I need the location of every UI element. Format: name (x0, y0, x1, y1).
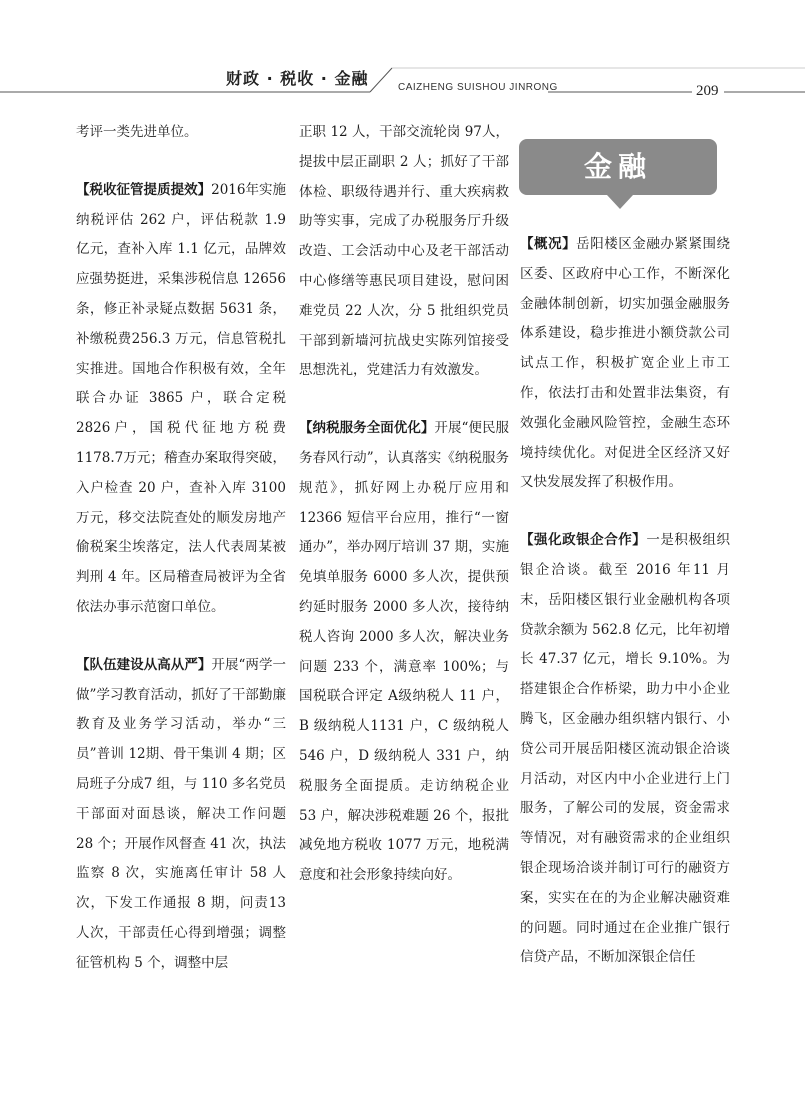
paragraph: 考评一类先进单位。 (76, 124, 198, 140)
page-header (0, 0, 805, 110)
section-heading: 【强化政银企合作】 (520, 532, 647, 549)
section-body: 岳阳楼区金融办紧紧围绕区委、区政府中心工作，不断深化金融体制创新，切实加强金融服务体系建设，稳步推进小额贷款公司试点工作，积极扩宽企业上市工作，依法打击和处置非法集资，有效强化金融风险管控，金融生态环境持续优化。对促进全区经济又好又快发展发挥了积极作用。 (520, 236, 731, 491)
badge-pointer (607, 195, 633, 209)
column-3 (520, 230, 730, 973)
section-body: 一是积极组织银企洽谈。截至 2016 年11 月末，岳阳楼区银行业金融机构各项贷款余额为 562.8 亿元，比年初增长 47.37 亿元，增长 9.10%。为搭建银企合作桥梁，助力中小企业腾飞，区金融办组织辖内银行、小贷公司开展岳阳楼区流动银企洽谈月活动，对区内中小企业进行上门服务，了解公司的发展，资金需求等情况，对有融资需求的企业组织银企现场洽谈并制订可行的融资方案，实实在在的为企业解决融资难的问题。同时通过在企业推广银行信贷产品，不断加深银企信任 (520, 532, 731, 966)
section-body: 开展“两学一做”学习教育活动，抓好了干部勤廉教育及业务学习活动，举办“三员”普训 12期、骨干集训 4 期；区局班子分成7 组，与 110 多名党员干部面对面恳谈，解决工作问题 28 个；开展作风督查 41 次，执法监察 8 次，实施离任审计 58 人次，下发工作通报 8 期，问责13 人次，干部责任心得到增强；调整征管机构 5 个，调整中层 (76, 656, 287, 971)
page-number: 209 (696, 83, 719, 99)
section-heading: 【概况】 (520, 236, 577, 252)
paragraph (520, 526, 730, 973)
paragraph: 正职 12 人，干部交流轮岗 97人，提拔中层正副职 2 人；抓好了干部体检、职级待遇并行、重大疾病救助等实事，完成了办税服务厅升级改造、工会活动中心及老干部活动中心修缮等惠民项目建设，慰问困难党员 22 人次，分 5 批组织党员干部到新墙河抗战史实陈列馆接受思想洗礼，党建活力有效激发。 (299, 124, 509, 379)
column-1 (76, 118, 286, 979)
section-title: 财政 · 税收 · 金融 (226, 69, 369, 88)
paragraph (76, 651, 286, 979)
section-heading: 【纳税服务全面优化】 (299, 420, 435, 437)
section-badge (519, 139, 717, 195)
column-2 (299, 118, 509, 891)
section-title-pinyin: CAIZHENG SUISHOU JINRONG (398, 82, 558, 93)
paragraph (299, 414, 509, 891)
section-body: 开展“便民服务春风行动”，认真落实《纳税服务规范》，抓好网上办税厅应用和 12366 短信平台应用，推行“一窗通办”，举办网厅培训 37 期，实施免填单服务 6000 多人次，提供预约延时服务 2000 多人次，接待纳税人咨询 2000 多人次，解决业务问题 233 个，满意率 100%；与国税联合评定 A级纳税人 11 户，B 级纳税人1131 户，C 级纳税人 546 户，D 级纳税人 331 户，纳税服务全面提质。走访纳税企业 53 户，解决涉税难题 26 个，报批减免地方税收 1077 万元，地税满意度和社会形象持续向好。 (299, 420, 510, 884)
badge-label: 金融 (583, 150, 652, 183)
paragraph (76, 176, 286, 623)
paragraph (520, 230, 730, 498)
section-heading: 【税收征管提质提效】 (76, 181, 212, 198)
section-heading: 【队伍建设从高从严】 (76, 656, 212, 673)
section-body: 2016年实施纳税评估 262 户，评估税款 1.9 亿元，查补入库 1.1 亿元，品牌效应强势挺进，采集涉税信息 12656 条，修正补录疑点数据 5631 条，补缴税费256.3 万元，信息管税扎实推进。国地合作积极有效，全年联合办证 3865 户，联合定税 2826户，国税代征地方税费 1178.7万元；稽查办案取得突破，入户检查 20 户，查补入库 3100万元，移交法院查处的顺发房地产偷税案尘埃落定，法人代表周某被判刑 4 年。区局稽查局被评为全省依法办事示范窗口单位。 (76, 181, 286, 615)
header-rule (0, 0, 805, 110)
